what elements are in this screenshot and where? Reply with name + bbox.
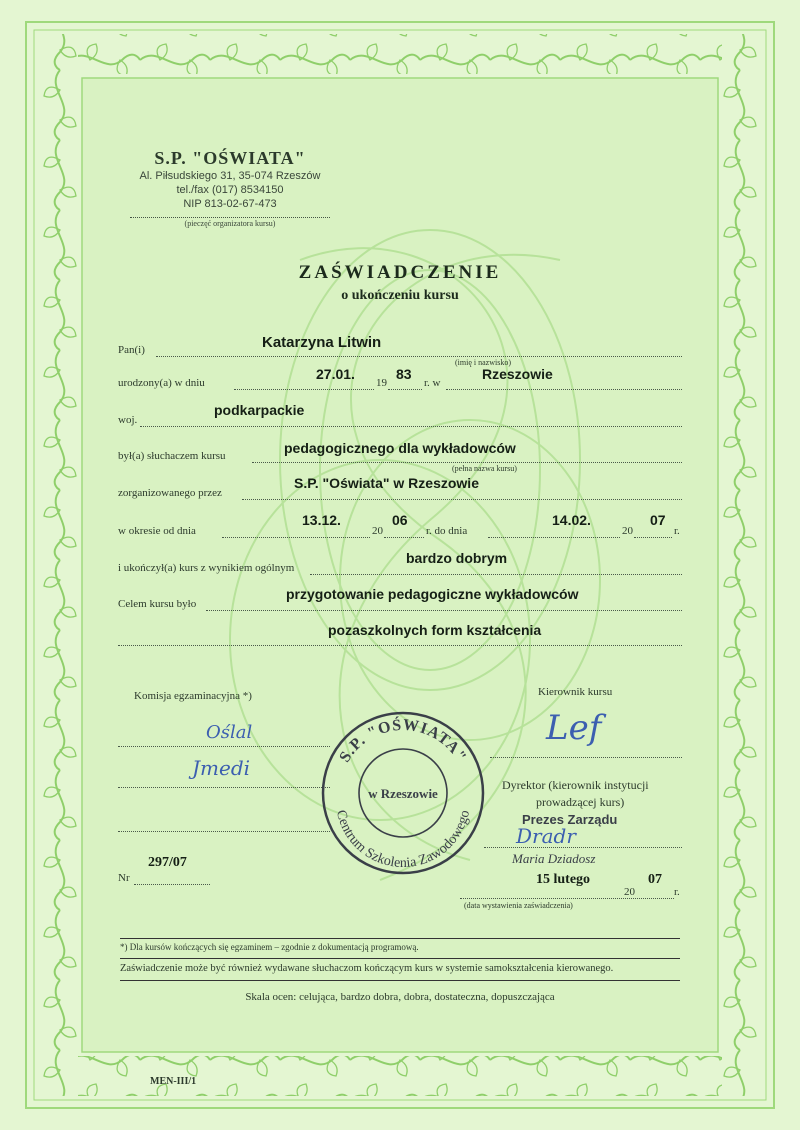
course-manager-label: Kierownik kursu: [538, 686, 613, 698]
commission-sign-line-1: [118, 745, 330, 747]
born-year-dotted-line: [388, 388, 422, 390]
organizer-nip: NIP 813-02-67-473: [183, 198, 277, 210]
name-label: Pan(i): [118, 344, 145, 356]
born-label: urodzony(a) w dniu: [118, 377, 205, 389]
period-from-year: 06: [392, 512, 408, 528]
period-from-year-dotted-line: [384, 536, 424, 538]
period-to-year-dotted-line: [634, 536, 672, 538]
result-dotted-line: [310, 573, 682, 575]
stamp-center-text: w Rzeszowie: [368, 786, 438, 801]
round-stamp: [318, 708, 488, 878]
grading-scale: Skala ocen: celująca, bardzo dobra, dobra, dostateczna, dopuszczająca: [245, 991, 555, 1003]
commission-sign-line-3: [118, 830, 330, 832]
issue-century: 20: [624, 886, 635, 898]
footer-rule-2: [120, 958, 680, 959]
manager-signature: Lef: [546, 708, 602, 748]
issue-caption: (data wystawienia zaświadczenia): [464, 901, 573, 910]
number-dotted-line: [134, 883, 210, 885]
period-from-century: 20: [372, 525, 383, 537]
stamp-bottom-text: Centrum Szkolenia Zawodowego: [332, 808, 474, 872]
name-dotted-line: [156, 355, 682, 357]
goal-dotted-line-2: [118, 644, 682, 646]
voivodeship-value: podkarpackie: [214, 402, 305, 418]
goal-dotted-line-1: [206, 609, 682, 611]
svg-text:Centrum Szkolenia Zawodowego: [333, 809, 473, 871]
goal-value-2: pozaszkolnych form kształcenia: [328, 622, 542, 638]
stamp-top-text: S.P. "OŚWIATA": [336, 716, 470, 766]
name-value: Katarzyna Litwin: [262, 334, 382, 351]
course-label: był(a) słuchaczem kursu: [118, 450, 226, 462]
organizer-phone: tel./fax (017) 8534150: [176, 184, 284, 196]
goal-label: Celem kursu było: [118, 598, 197, 610]
born-date: 27.01.: [316, 366, 355, 382]
organizer-stamp: [130, 148, 330, 228]
period-to-dotted-line: [488, 536, 620, 538]
period-label: w okresie od dnia: [118, 525, 196, 537]
period-r: r.: [674, 525, 680, 537]
commission-signature-2: Jmedi: [192, 756, 251, 780]
document-subtitle: o ukończeniu kursu: [341, 288, 459, 303]
footer-rule-1: [120, 938, 680, 939]
result-value: bardzo dobrym: [406, 550, 508, 566]
goal-value-1: przygotowanie pedagogiczne wykładowców: [286, 586, 579, 602]
born-year: 83: [396, 366, 412, 382]
period-from-dotted-line: [222, 536, 370, 538]
commission-label: Komisja egzaminacyjna *): [134, 690, 252, 702]
footer-line2: Zaświadczenie może być również wydawane słuchaczom kończącym kurs w systemie samokształcenia kierowanego.: [120, 963, 614, 974]
issue-dotted-line: [460, 897, 674, 899]
organizer-address: Al. Piłsudskiego 31, 35-074 Rzeszów: [139, 170, 321, 182]
commission-signature-1: Oślal: [206, 722, 253, 743]
director-name: Maria Dziadosz: [512, 851, 596, 866]
voivodeship-dotted-line: [140, 425, 682, 427]
result-label: i ukończył(a) kurs z wynikiem ogólnym: [118, 562, 295, 574]
organizer-value: S.P. "Oświata" w Rzeszowie: [294, 475, 479, 491]
name-caption: (imię i nazwisko): [455, 358, 511, 367]
form-code: MEN-III/1: [150, 1076, 197, 1087]
organizer-label: zorganizowanego przez: [118, 487, 222, 499]
period-to-century: 20: [622, 525, 633, 537]
period-to: 14.02.: [552, 512, 591, 528]
period-from: 13.12.: [302, 512, 341, 528]
director-label-1: Dyrektor (kierownik instytucji: [502, 778, 649, 792]
course-value: pedagogicznego dla wykładowców: [284, 440, 516, 456]
born-date-dotted-line: [234, 388, 374, 390]
born-r-w: r. w: [424, 377, 441, 389]
born-place-dotted-line: [446, 388, 682, 390]
period-to-label: r. do dnia: [426, 525, 468, 537]
commission-sign-line-2: [118, 786, 330, 788]
organizer-name: S.P. "OŚWIATA": [154, 148, 306, 168]
born-place: Rzeszowie: [482, 366, 553, 382]
issue-year: 07: [648, 872, 662, 887]
born-century: 19: [376, 377, 387, 389]
footer-note: *) Dla kursów kończących się egzaminem – zgodnie z dokumentacją programową.: [120, 942, 419, 952]
course-caption: (pełna nazwa kursu): [452, 464, 517, 473]
voivodeship-label: woj.: [118, 414, 138, 426]
director-label-2: prowadzącej kurs): [536, 795, 625, 809]
issue-date: 15 lutego: [536, 872, 591, 887]
issue-r: r.: [674, 886, 680, 898]
organizer-dotted-line: [242, 498, 682, 500]
stamp-dotted-line: [130, 215, 330, 218]
director-signature: Dradr: [516, 824, 576, 848]
period-to-year: 07: [650, 512, 666, 528]
stamp-caption: (pieczęć organizatora kursu): [184, 219, 276, 228]
number-label: Nr: [118, 872, 130, 884]
footer-rule-3: [120, 980, 680, 981]
course-dotted-line: [252, 461, 682, 463]
manager-sign-line: [490, 756, 682, 758]
director-title: Prezes Zarządu: [522, 812, 618, 827]
document-title: ZAŚWIADCZENIE: [298, 262, 502, 283]
director-sign-line: [484, 846, 682, 848]
certificate-number: 297/07: [148, 855, 187, 870]
svg-text:S.P. "OŚWIATA": [336, 715, 469, 766]
